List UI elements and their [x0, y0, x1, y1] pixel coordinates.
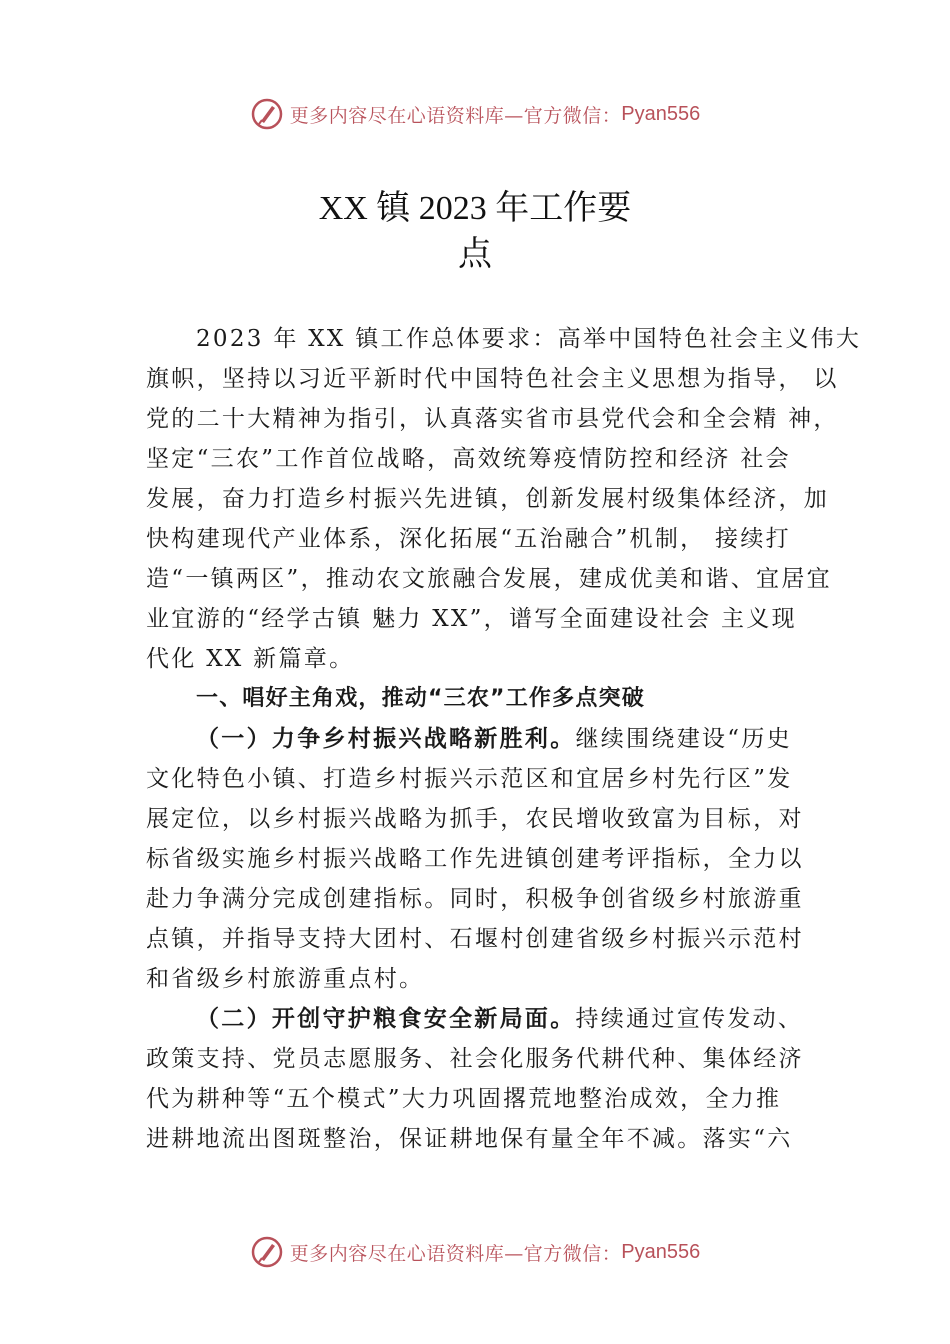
document-title — [0, 186, 950, 278]
intro-line: 业宜游的“经学古镇 魅力 XX”，谱写全面建设社会 主义现 — [146, 606, 797, 632]
document-body — [146, 319, 862, 1159]
subsection-2-first-line — [146, 999, 832, 1039]
footer-banner-text: 更多内容尽在心语资料库—官方微信： — [289, 1242, 622, 1265]
pen-seal-icon — [250, 1235, 284, 1269]
intro-line: 造“一镇两区”，推动农文旅融合发展，建成优美和谐、宜居宜 — [146, 566, 832, 592]
intro-line: 2023 年 XX 镇工作总体要求：高举中国特色社会主义伟大 — [196, 326, 862, 352]
header-watermark-banner — [0, 94, 950, 134]
subsection-2-line: 进耕地流出图斑整治，保证耕地保有量全年不减。落实“六 — [146, 1126, 793, 1152]
header-banner-text: 更多内容尽在心语资料库—官方微信： — [289, 104, 622, 127]
subsection-1-line: 点镇，并指导支持大团村、石堰村创建省级乡村振兴示范村 — [146, 926, 804, 952]
footer-watermark-banner — [0, 1232, 950, 1272]
subsection-2-line: 政策支持、党员志愿服务、社会化服务代耕代种、集体经济 — [146, 1046, 804, 1072]
intro-line: 发展，奋力打造乡村振兴先进镇，创新发展村级集体经济，加 — [146, 486, 830, 512]
section-heading-1: 一、唱好主角戏，推动“三农”工作多点突破 — [196, 686, 645, 711]
subsection-1-first-rest: 继续围绕建设“历史 — [575, 726, 792, 752]
pen-seal-icon — [250, 97, 284, 131]
subsection-1-first-line — [146, 719, 832, 759]
intro-line: 旗帜，坚持以习近平新时代中国特色社会主义思想为指导， 以 — [146, 366, 839, 392]
subsection-2-first-rest: 持续通过宣传发动、 — [575, 1006, 804, 1032]
subsection-2-label: （二）开创守护粮食安全新局面。 — [196, 1005, 576, 1032]
title-line-2: 点 — [458, 236, 492, 273]
subsection-1-label: （一）力争乡村振兴战略新胜利。 — [196, 725, 576, 752]
subsection-1-line: 标省级实施乡村振兴战略工作先进镇创建考评指标，全力以 — [146, 846, 804, 872]
title-line-1: XX 镇 2023 年工作要 — [318, 190, 632, 227]
header-banner-wechat: Pyan556 — [621, 102, 701, 125]
subsection-1-line: 展定位，以乡村振兴战略为抓手，农民增收致富为目标，对 — [146, 806, 804, 832]
subsection-1-line: 和省级乡村旅游重点村。 — [146, 966, 425, 992]
intro-line: 代化 XX 新篇章。 — [146, 646, 355, 672]
subsection-2-line: 代为耕种等“五个模式”大力巩固撂荒地整治成效，全力推 — [146, 1086, 782, 1112]
subsection-1-line: 赴力争满分完成创建指标。同时，积极争创省级乡村旅游重 — [146, 886, 804, 912]
intro-line: 坚定“三农”工作首位战略，高效统筹疫情防控和经济 社会 — [146, 446, 791, 472]
subsection-1-line: 文化特色小镇、打造乡村振兴示范区和宜居乡村先行区”发 — [146, 766, 793, 792]
footer-banner-wechat: Pyan556 — [621, 1240, 701, 1263]
intro-line: 快构建现代产业体系，深化拓展“五治融合”机制， 接续打 — [146, 526, 791, 552]
intro-line: 党的二十大精神为指引，认真落实省市县党代会和全会精 神， — [146, 406, 839, 432]
